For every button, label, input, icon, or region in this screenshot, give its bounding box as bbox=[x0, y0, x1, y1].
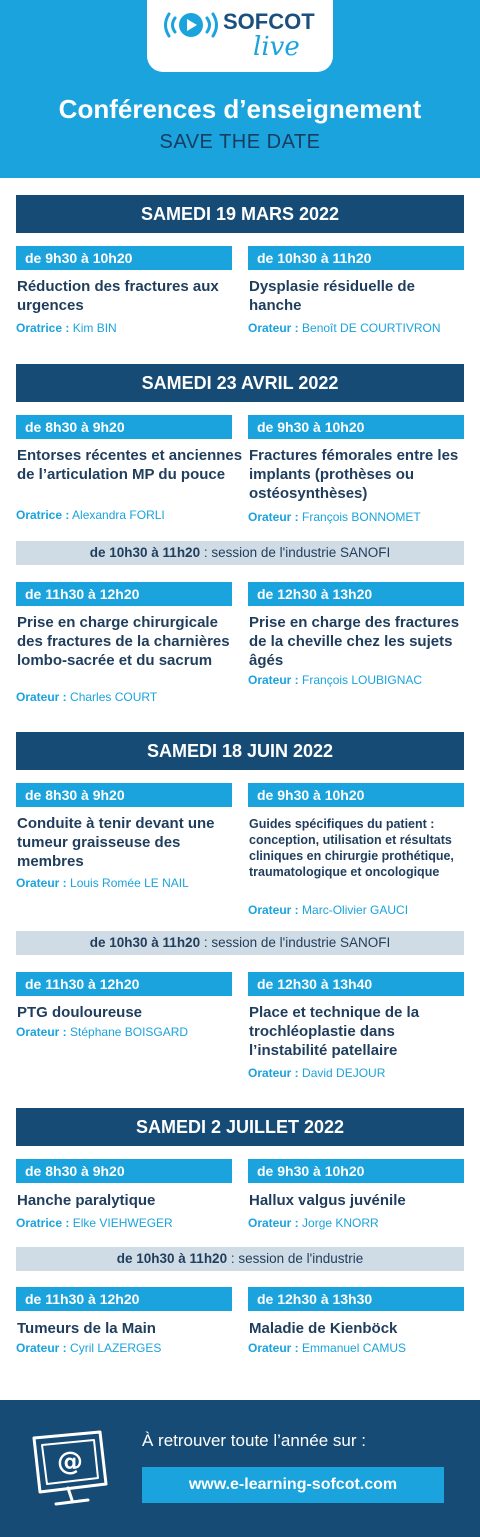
speaker-role: Oratrice : bbox=[16, 321, 70, 335]
speaker bbox=[16, 876, 189, 890]
speaker-name: Emmanuel CAMUS bbox=[302, 1341, 407, 1355]
talk-title: Hallux valgus juvénile bbox=[249, 1192, 406, 1209]
speaker bbox=[248, 673, 422, 687]
talk-title: Hanche paralytique bbox=[17, 1192, 156, 1209]
speaker-name: Stéphane BOISGARD bbox=[70, 1025, 189, 1039]
speaker-name: Marc-Olivier GAUCI bbox=[302, 903, 409, 917]
speaker bbox=[16, 690, 157, 704]
talk-title: Entorses récentes et anciennes de l’articulation MP du pouce bbox=[17, 447, 243, 483]
speaker-role: Oratrice : bbox=[16, 508, 70, 522]
time-tag: de 8h30 à 9h20 bbox=[16, 1159, 232, 1183]
computer-email-icon bbox=[28, 1428, 112, 1512]
speaker bbox=[16, 321, 117, 335]
time-tag: de 8h30 à 9h20 bbox=[16, 783, 232, 807]
session-time: de 10h30 à 11h20 bbox=[89, 935, 201, 950]
speaker bbox=[16, 1025, 188, 1039]
talk-title: Réduction des fractures aux urgences bbox=[17, 278, 219, 314]
talk-title: Guides spécifiques du patient : conception, utilisation et résultats cliniques en chirurgie prothétique, traumatologique et oncologique bbox=[249, 817, 454, 879]
time-tag: de 9h30 à 10h20 bbox=[16, 246, 232, 270]
session-text: : session de l'industrie SANOFI bbox=[200, 935, 391, 950]
day-date-bar: SAMEDI 19 MARS 2022 bbox=[16, 195, 464, 233]
day-date-bar: SAMEDI 2 JUILLET 2022 bbox=[16, 1108, 464, 1146]
speaker-role: Orateur : bbox=[16, 1341, 67, 1355]
live-broadcast-icon bbox=[161, 10, 223, 40]
header-banner bbox=[0, 0, 480, 178]
talk-title: Prise en charge des fractures de la cheville chez les sujets âgés bbox=[249, 614, 460, 669]
speaker-role: Orateur : bbox=[248, 1216, 299, 1230]
footer-text: À retrouver toute l’année sur : bbox=[142, 1431, 366, 1450]
speaker bbox=[248, 1216, 379, 1230]
speaker bbox=[248, 903, 408, 917]
website-link[interactable]: www.e-learning-sofcot.com bbox=[142, 1467, 444, 1503]
speaker bbox=[16, 1341, 161, 1355]
industry-session-bar bbox=[16, 931, 464, 955]
day-date-bar: SAMEDI 18 JUIN 2022 bbox=[16, 732, 464, 770]
time-tag: de 9h30 à 10h20 bbox=[248, 783, 464, 807]
speaker-role: Orateur : bbox=[248, 673, 299, 687]
time-tag: de 8h30 à 9h20 bbox=[16, 415, 232, 439]
industry-session-bar bbox=[16, 541, 464, 565]
time-tag: de 9h30 à 10h20 bbox=[248, 415, 464, 439]
talk-title: Conduite à tenir devant une tumeur graisseuse des membres bbox=[17, 815, 215, 870]
time-tag: de 11h30 à 12h20 bbox=[16, 1287, 232, 1311]
time-tag: de 12h30 à 13h20 bbox=[248, 582, 464, 606]
time-tag: de 12h30 à 13h40 bbox=[248, 972, 464, 996]
logo-sub: live bbox=[253, 32, 300, 62]
svg-text:@: @ bbox=[57, 1447, 83, 1477]
speaker-name: Louis Romée LE NAIL bbox=[70, 876, 189, 890]
speaker-role: Orateur : bbox=[248, 1066, 299, 1080]
speaker-role: Oratrice : bbox=[16, 1216, 70, 1230]
talk-title: Dysplasie résiduelle de hanche bbox=[249, 278, 415, 314]
speaker-role: Orateur : bbox=[248, 1341, 299, 1355]
session-text: : session de l'industrie bbox=[227, 1251, 364, 1266]
speaker-role: Orateur : bbox=[248, 321, 299, 335]
speaker bbox=[248, 510, 421, 524]
logo bbox=[147, 0, 333, 72]
session-text: : session de l'industrie SANOFI bbox=[200, 545, 391, 560]
talk-title: PTG douloureuse bbox=[17, 1004, 143, 1021]
speaker-name: Alexandra FORLI bbox=[72, 508, 165, 522]
speaker bbox=[248, 1066, 385, 1080]
speaker-name: Jorge KNORR bbox=[302, 1216, 379, 1230]
session-time: de 10h30 à 11h20 bbox=[116, 1251, 228, 1266]
page-title: Conférences d’enseignement bbox=[58, 94, 422, 124]
day-date-bar: SAMEDI 23 AVRIL 2022 bbox=[16, 364, 464, 402]
speaker-role: Orateur : bbox=[248, 903, 299, 917]
speaker-name: Benoît DE COURTIVRON bbox=[302, 321, 441, 335]
speaker-role: Orateur : bbox=[16, 876, 67, 890]
speaker-role: Orateur : bbox=[16, 1025, 67, 1039]
session-time: de 10h30 à 11h20 bbox=[89, 545, 201, 560]
time-tag: de 11h30 à 12h20 bbox=[16, 972, 232, 996]
speaker-name: David DEJOUR bbox=[302, 1066, 386, 1080]
speaker-name: Cyril LAZERGES bbox=[70, 1341, 162, 1355]
time-tag: de 10h30 à 11h20 bbox=[248, 246, 464, 270]
page-subtitle: SAVE THE DATE bbox=[159, 131, 321, 153]
footer bbox=[0, 1400, 480, 1537]
speaker-role: Orateur : bbox=[248, 510, 299, 524]
speaker-name: François LOUBIGNAC bbox=[302, 673, 423, 687]
talk-title: Place et technique de la trochléoplastie dans l’instabilité patellaire bbox=[249, 1004, 420, 1059]
talk-title: Prise en charge chirurgicale des fractures de la charnières lombo-sacrée et du sacrum bbox=[17, 614, 230, 669]
logo-name: SOFCOT bbox=[223, 9, 315, 34]
speaker bbox=[16, 1216, 173, 1230]
speaker bbox=[248, 1341, 406, 1355]
talk-title: Fractures fémorales entre les implants (prothèses ou ostéosynthèses) bbox=[249, 447, 459, 502]
time-tag: de 12h30 à 13h30 bbox=[248, 1287, 464, 1311]
talk-title: Maladie de Kienböck bbox=[249, 1320, 398, 1337]
speaker-role: Orateur : bbox=[16, 690, 67, 704]
time-tag: de 11h30 à 12h20 bbox=[16, 582, 232, 606]
speaker-name: Kim BIN bbox=[72, 321, 117, 335]
industry-session-bar bbox=[16, 1247, 464, 1271]
speaker-name: Charles COURT bbox=[70, 690, 158, 704]
speaker bbox=[16, 508, 165, 522]
speaker-name: Elke VIEHWEGER bbox=[72, 1216, 173, 1230]
speaker bbox=[248, 321, 441, 335]
talk-title: Tumeurs de la Main bbox=[17, 1320, 156, 1337]
time-tag: de 9h30 à 10h20 bbox=[248, 1159, 464, 1183]
speaker-name: François BONNOMET bbox=[302, 510, 421, 524]
